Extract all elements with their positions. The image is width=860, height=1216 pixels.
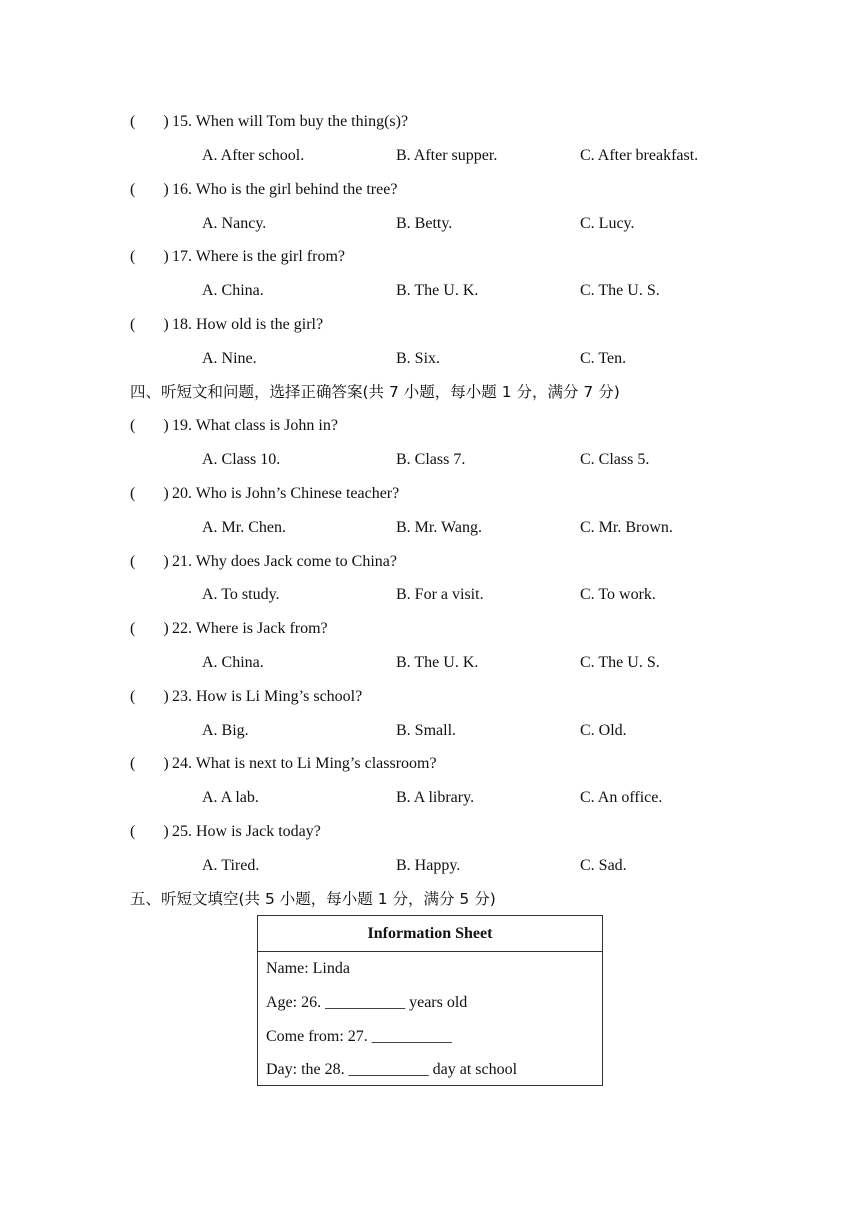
option-a[interactable]: A. A lab. bbox=[202, 789, 259, 806]
option-b[interactable]: B. Betty. bbox=[396, 215, 453, 232]
option-c[interactable]: C. An office. bbox=[580, 789, 663, 806]
question-19: ( ) 19. What class is John in? bbox=[130, 414, 338, 438]
question-text: How is Li Ming’s school? bbox=[196, 688, 363, 705]
question-16: ( ) 16. Who is the girl behind the tree? bbox=[130, 178, 397, 202]
answer-blank[interactable]: ( ) bbox=[130, 316, 169, 333]
options-21 bbox=[0, 583, 860, 607]
info-row-age[interactable]: Age: 26. __________ years old bbox=[266, 994, 468, 1011]
option-a[interactable]: A. Mr. Chen. bbox=[202, 519, 286, 536]
question-number: 20 bbox=[172, 485, 188, 502]
info-row-name: Name: Linda bbox=[266, 960, 350, 977]
question-number: 17 bbox=[172, 248, 188, 265]
option-b[interactable]: B. Happy. bbox=[396, 857, 461, 874]
option-b[interactable]: B. Small. bbox=[396, 722, 457, 739]
option-c[interactable]: C. The U. S. bbox=[580, 282, 660, 299]
question-text: Who is the girl behind the tree? bbox=[195, 181, 398, 198]
question-text: How is Jack today? bbox=[196, 823, 321, 840]
question-text: Where is the girl from? bbox=[195, 248, 345, 265]
answer-blank[interactable]: ( ) bbox=[130, 417, 169, 434]
option-c[interactable]: C. The U. S. bbox=[580, 654, 660, 671]
question-17: ( ) 17. Where is the girl from? bbox=[130, 245, 345, 269]
option-b[interactable]: B. The U. K. bbox=[396, 654, 479, 671]
question-text: Who is John’s Chinese teacher? bbox=[195, 485, 400, 502]
option-b[interactable]: B. Class 7. bbox=[396, 451, 466, 468]
option-b[interactable]: B. Six. bbox=[396, 350, 441, 367]
question-text: What is next to Li Ming’s classroom? bbox=[195, 755, 437, 772]
question-number: 15 bbox=[172, 113, 188, 130]
option-b[interactable]: B. After supper. bbox=[396, 147, 498, 164]
option-a[interactable]: A. After school. bbox=[202, 147, 305, 164]
info-row-come-from[interactable]: Come from: 27. __________ bbox=[266, 1028, 452, 1045]
answer-blank[interactable]: ( ) bbox=[130, 248, 169, 265]
question-text: When will Tom buy the thing(s)? bbox=[195, 113, 409, 130]
options-20 bbox=[0, 516, 860, 540]
answer-blank[interactable]: ( ) bbox=[130, 620, 169, 637]
information-sheet-table bbox=[257, 915, 603, 1086]
options-19 bbox=[0, 448, 860, 472]
option-c[interactable]: C. Class 5. bbox=[580, 451, 650, 468]
option-a[interactable]: A. To study. bbox=[202, 586, 280, 603]
option-c[interactable]: C. Lucy. bbox=[580, 215, 635, 232]
question-number: 19 bbox=[172, 417, 188, 434]
question-number: 25 bbox=[172, 823, 188, 840]
option-c[interactable]: C. After breakfast. bbox=[580, 147, 699, 164]
information-sheet-title: Information Sheet bbox=[258, 916, 602, 952]
answer-blank[interactable]: ( ) bbox=[130, 553, 169, 570]
section-4-title: 四、听短文和问题，选择正确答案(共 7 小题，每小题 1 分，满分 7 分) bbox=[130, 383, 620, 401]
question-22: ( ) 22. Where is Jack from? bbox=[130, 617, 328, 641]
info-row-day[interactable]: Day: the 28. __________ day at school bbox=[266, 1061, 518, 1078]
question-25: ( ) 25. How is Jack today? bbox=[130, 820, 321, 844]
question-15: ( ) 15. When will Tom buy the thing(s)? bbox=[130, 110, 408, 134]
options-25 bbox=[0, 854, 860, 878]
option-a[interactable]: A. Nine. bbox=[202, 350, 257, 367]
option-a[interactable]: A. Class 10. bbox=[202, 451, 281, 468]
question-20: ( ) 20. Who is John’s Chinese teacher? bbox=[130, 482, 399, 506]
options-22 bbox=[0, 651, 860, 675]
option-b[interactable]: B. A library. bbox=[396, 789, 475, 806]
question-text: Where is Jack from? bbox=[195, 620, 328, 637]
question-18: ( ) 18. How old is the girl? bbox=[130, 313, 323, 337]
answer-blank[interactable]: ( ) bbox=[130, 485, 169, 502]
answer-blank[interactable]: ( ) bbox=[130, 755, 169, 772]
answer-blank[interactable]: ( ) bbox=[130, 181, 169, 198]
question-24: ( ) 24. What is next to Li Ming’s classroom? bbox=[130, 752, 437, 776]
section-5-title: 五、听短文填空(共 5 小题，每小题 1 分，满分 5 分) bbox=[130, 890, 496, 908]
option-c[interactable]: C. To work. bbox=[580, 586, 656, 603]
question-23: ( ) 23. How is Li Ming’s school? bbox=[130, 685, 362, 709]
option-b[interactable]: B. Mr. Wang. bbox=[396, 519, 482, 536]
question-number: 18 bbox=[172, 316, 188, 333]
question-21: ( ) 21. Why does Jack come to China? bbox=[130, 550, 397, 574]
answer-blank[interactable]: ( ) bbox=[130, 823, 169, 840]
answer-blank[interactable]: ( ) bbox=[130, 113, 169, 130]
option-c[interactable]: C. Old. bbox=[580, 722, 627, 739]
options-18 bbox=[0, 347, 860, 371]
question-number: 22 bbox=[172, 620, 188, 637]
option-a[interactable]: A. Tired. bbox=[202, 857, 260, 874]
question-text: Why does Jack come to China? bbox=[195, 553, 397, 570]
question-text: What class is John in? bbox=[195, 417, 338, 434]
option-a[interactable]: A. China. bbox=[202, 654, 264, 671]
options-17 bbox=[0, 279, 860, 303]
question-number: 16 bbox=[172, 181, 188, 198]
option-c[interactable]: C. Sad. bbox=[580, 857, 627, 874]
question-number: 24 bbox=[172, 755, 188, 772]
options-16 bbox=[0, 212, 860, 236]
option-b[interactable]: B. The U. K. bbox=[396, 282, 479, 299]
options-15 bbox=[0, 144, 860, 168]
options-23 bbox=[0, 719, 860, 743]
question-number: 23 bbox=[172, 688, 188, 705]
question-text: How old is the girl? bbox=[196, 316, 324, 333]
answer-blank[interactable]: ( ) bbox=[130, 688, 169, 705]
option-c[interactable]: C. Ten. bbox=[580, 350, 627, 367]
option-a[interactable]: A. China. bbox=[202, 282, 264, 299]
option-a[interactable]: A. Big. bbox=[202, 722, 249, 739]
option-a[interactable]: A. Nancy. bbox=[202, 215, 267, 232]
option-c[interactable]: C. Mr. Brown. bbox=[580, 519, 673, 536]
option-b[interactable]: B. For a visit. bbox=[396, 586, 484, 603]
options-24 bbox=[0, 786, 860, 810]
question-number: 21 bbox=[172, 553, 188, 570]
